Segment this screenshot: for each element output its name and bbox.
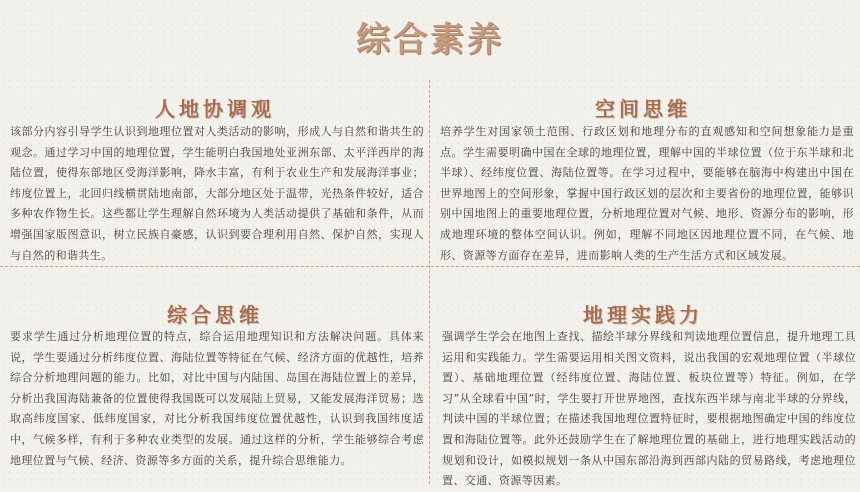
section-body-spatial: 培养学生对国家领土范围、行政区划和地理分布的直观感知和空间想象能力是重点。学生需要明确中国在全球的地理位置，理解中国的半球位置（位于东半球和北半球）、经纬度位置、海陆位置等。在学习过程中，要能够在脑海中构建出中国在世界地图上的空间形象，掌握中国行政区划的层次和主要省份的地理位置，能够识别中国地图上的重要地理位置，分析地理位置对气候、地形、资源分布的影响，形成地理环境的整体空间认识。例如，理解不同地区因地理位置不同，在气候、地形、资源等方面存在差异，进而影响人类的生产生活方式和区域发展。: [440, 125, 854, 262]
section-heading-integrated: 综合思维: [167, 303, 263, 327]
section-body-human-earth: 该部分内容引导学生认识到地理位置对人类活动的影响，形成人与自然和谐共生的观念。通过学习中国的地理位置，学生能明白我国地处亚洲东部、太平洋西岸的海陆位置，使得东部地区受海洋影响，降水丰富，有利于农业生产和发展海洋事业；纬度位置上，北回归线横贯陆地南部，大部分地区处于温带，光热条件较好，适合多种农作物生长。这些都让学生理解自然环境为人类活动提供了基础和条件，从而增强国家版图意识，树立民族自豪感，认识到要合理利用自然、保护自然，实现人与自然的和谐共生。: [10, 125, 424, 262]
section-body-integrated: 要求学生通过分析地理位置的特点，综合运用地理知识和方法解决问题。具体来说，学生要通过分析纬度位置、海陆位置等特征在气候、经济方面的优越性，培养综合分析地理问题的能力。比如，对比中国与内陆国、岛国在海陆位置上的差异，分析出我国海陆兼备的位置使得我国既可以发展陆上贸易，又能发展海洋贸易；选取高纬度国家、低纬度国家，对比分析我国纬度位置优越性，认识到我国纬度适中，气候多样，有利于多种农业类型的发展。通过这样的分析，学生能够综合考虑地理位置与气候、经济、资源等多方面的关系，提升综合思维能力。: [10, 330, 424, 467]
page-title: 综合素养: [356, 20, 504, 60]
section-body-practice: 强调学生学会在地图上查找、描绘半球分界线和判读地理位置信息，提升地理工具运用和实践能力。学生需要运用相关图文资料，说出我国的宏观地理位置（半球位置）、基础地理位置（经纬度位置、海陆位置、板块位置等）特征。例如，在学习“从全球看中国”时，学生要打开世界地图，查找东西半球与南北半球的分界线，判读中国的半球位置；在描述我国地理位置特征时，要根据地图确定中国的纬度位置和海陆位置等。此外还鼓励学生在了解地理位置的基础上，进行地理实践活动的规划和设计，如模拟规划一条从中国东部沿海到西部内陆的贸易路线，考虑地理位置、交通、资源等因素。: [442, 330, 856, 488]
section-heading-spatial: 空间思维: [595, 97, 691, 121]
vertical-divider: [429, 80, 430, 484]
section-heading-practice: 地理实践力: [583, 303, 703, 327]
section-heading-human-earth: 人地协调观: [155, 97, 275, 121]
